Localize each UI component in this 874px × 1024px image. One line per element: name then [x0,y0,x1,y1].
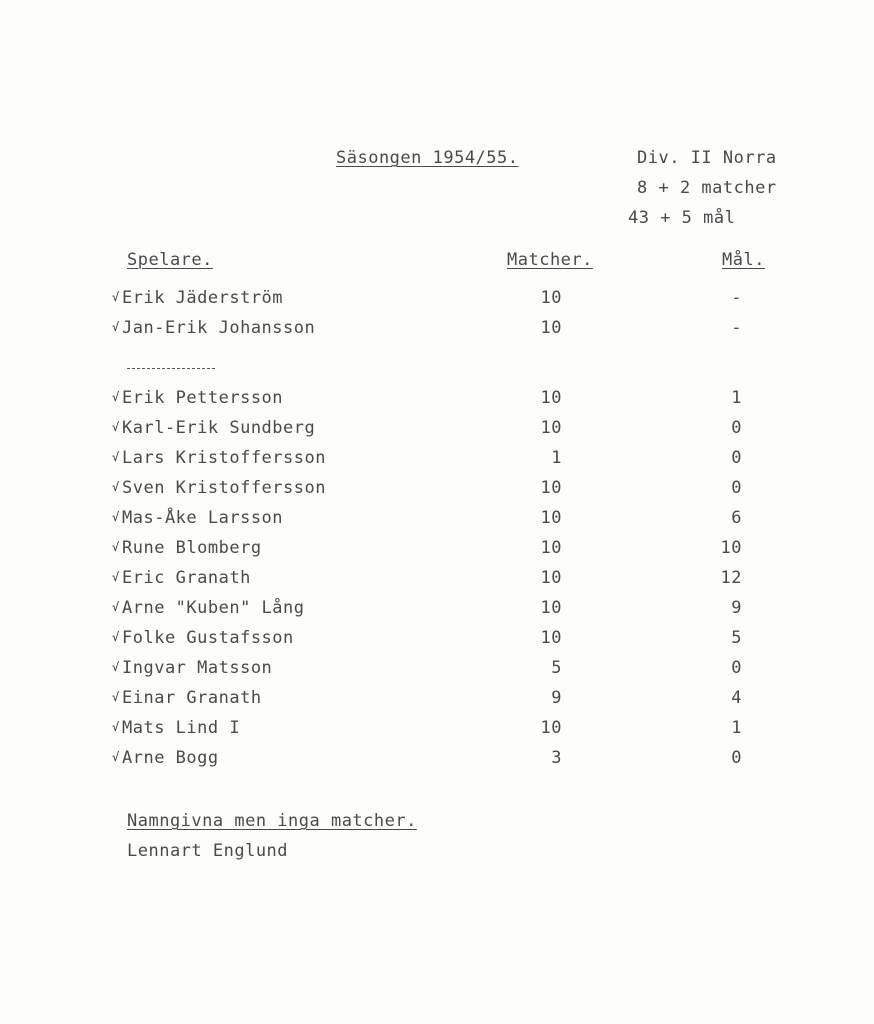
player-goals: 12 [720,568,742,588]
player-name-text: Folke Gustafsson [122,628,294,648]
table-row [112,748,772,768]
table-row [112,628,772,648]
player-matches: 10 [540,388,562,408]
check-mark-icon: √ [112,540,120,554]
goals-summary: 43 + 5 mål [628,208,736,228]
table-row [112,538,772,558]
player-goals: - [731,288,742,308]
player-goals: 0 [731,748,742,768]
header-player: Spelare. [127,250,213,270]
player-name [112,388,283,408]
player-matches: 10 [540,598,562,618]
check-mark-icon: √ [112,290,120,304]
player-goals: 0 [731,658,742,678]
player-matches: 9 [551,688,562,708]
player-name-text: Mas-Åke Larsson [122,508,284,528]
check-mark-icon: √ [112,390,120,404]
check-mark-icon: √ [112,570,120,584]
player-matches: 10 [540,288,562,308]
table-row [112,568,772,588]
check-mark-icon: √ [112,660,120,674]
season-title: Säsongen 1954/55. [336,148,519,168]
player-name-text: Mats Lind I [122,718,241,738]
named-no-matches-heading: Namngivna men inga matcher. [127,811,417,831]
player-matches: 1 [551,448,562,468]
player-name-text: Arne "Kuben" Lång [122,598,305,618]
player-name [112,538,262,558]
player-name-text: Rune Blomberg [122,538,262,558]
player-goals: 1 [731,388,742,408]
table-row [112,508,772,528]
player-goals: 9 [731,598,742,618]
check-mark-icon: √ [112,320,120,334]
check-mark-icon: √ [112,690,120,704]
player-name [112,628,294,648]
player-name [112,688,262,708]
player-name-text: Erik Pettersson [122,388,284,408]
player-name [112,448,326,468]
table-row [112,688,772,708]
player-matches: 10 [540,628,562,648]
player-goals: 6 [731,508,742,528]
player-name-text: Jan-Erik Johansson [122,318,316,338]
player-matches: 3 [551,748,562,768]
table-row [112,448,772,468]
player-name [112,568,251,588]
check-mark-icon: √ [112,480,120,494]
player-name-text: Einar Granath [122,688,262,708]
player-name-text: Arne Bogg [122,748,219,768]
matches-summary: 8 + 2 matcher [637,178,777,198]
table-row [112,718,772,738]
player-matches: 10 [540,538,562,558]
player-name-text: Erik Jäderström [122,288,284,308]
player-goals: - [731,318,742,338]
player-name [112,718,240,738]
player-goals: 0 [731,448,742,468]
division-label: Div. II Norra [637,148,777,168]
player-name [112,318,315,338]
player-name-text: Lars Kristoffersson [122,448,326,468]
table-row [112,318,772,338]
table-row [112,288,772,308]
player-matches: 10 [540,718,562,738]
player-goals: 1 [731,718,742,738]
table-row [112,388,772,408]
check-mark-icon: √ [112,750,120,764]
check-mark-icon: √ [112,600,120,614]
player-name [112,748,219,768]
header-matches: Matcher. [507,250,593,270]
player-matches: 10 [540,478,562,498]
player-matches: 10 [540,568,562,588]
player-matches: 10 [540,418,562,438]
check-mark-icon: √ [112,420,120,434]
check-mark-icon: √ [112,720,120,734]
player-name [112,508,283,528]
player-name [112,658,272,678]
check-mark-icon: √ [112,630,120,644]
table-row [112,598,772,618]
player-name [112,288,283,308]
player-name-text: Eric Granath [122,568,251,588]
player-name [112,478,326,498]
player-goals: 4 [731,688,742,708]
player-goals: 0 [731,478,742,498]
player-name-text: Sven Kristoffersson [122,478,326,498]
table-row [112,658,772,678]
player-matches: 10 [540,508,562,528]
check-mark-icon: √ [112,450,120,464]
player-matches: 10 [540,318,562,338]
table-row [112,418,772,438]
player-goals: 0 [731,418,742,438]
check-mark-icon: √ [112,510,120,524]
section-divider [127,368,215,369]
table-row [112,478,772,498]
player-name-text: Ingvar Matsson [122,658,273,678]
header-goals: Mål. [722,250,765,270]
player-name-text: Karl-Erik Sundberg [122,418,316,438]
player-name [112,598,305,618]
player-goals: 5 [731,628,742,648]
player-name [112,418,315,438]
player-matches: 5 [551,658,562,678]
player-goals: 10 [720,538,742,558]
named-no-matches-player: Lennart Englund [127,841,289,861]
